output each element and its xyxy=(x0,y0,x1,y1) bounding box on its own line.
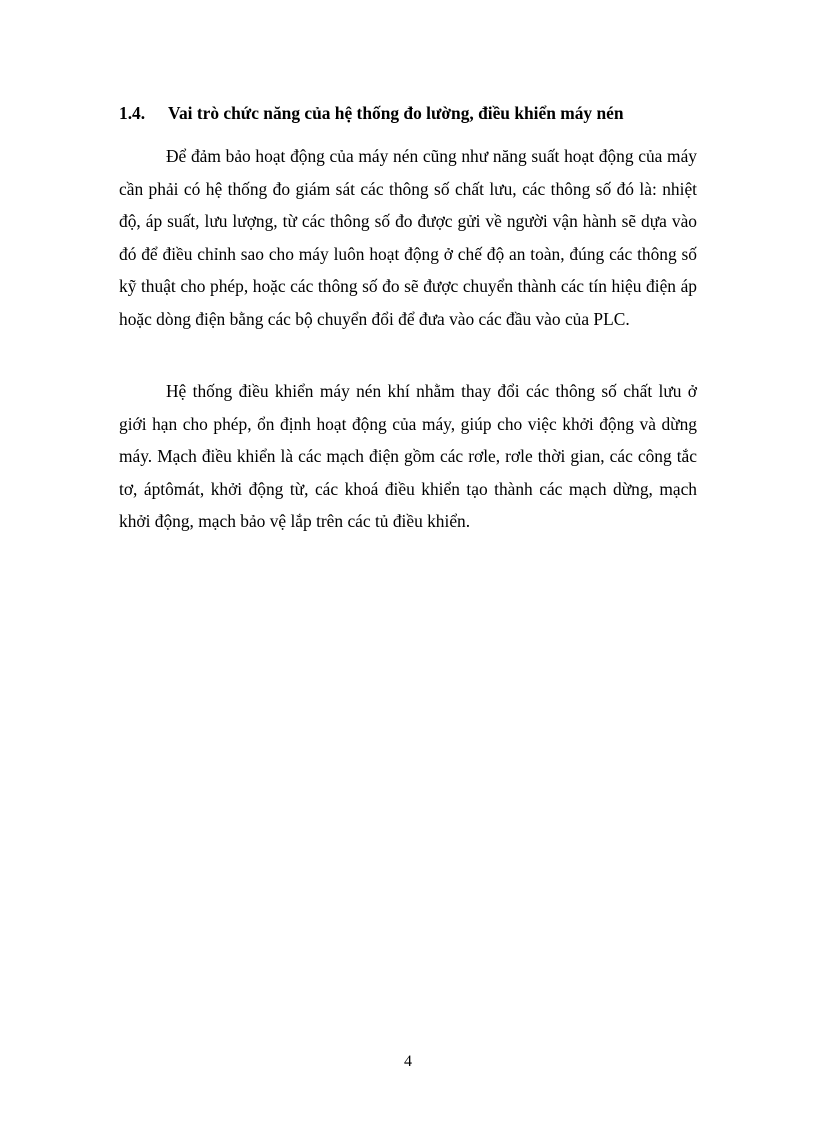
section-number: 1.4. xyxy=(119,103,146,123)
paragraph-control-system: Hệ thống điều khiển máy nén khí nhằm thay đổi các thông số chất lưu ở giới hạn cho phép, ổn định hoạt động của máy, giúp cho việc khởi động và dừng máy. Mạch điều khiển là các mạch điện gồm các rơle, rơle thời gian, các công tắc tơ, áptômát, khởi động từ, các khoá điều khiển tạo thành các mạch dừng, mạch khởi động, mạch bảo vệ lắp trên các tủ điều khiển. xyxy=(119,381,697,532)
page-number: 4 xyxy=(404,1053,412,1070)
paragraph-measurement-system: Để đảm bảo hoạt động của máy nén cũng như năng suất hoạt động của máy cần phải có hệ thống đo giám sát các thông số chất lưu, các thông số đó là: nhiệt độ, áp suất, lưu lượng, từ các thông số đo được gửi về người vận hành sẽ dựa vào đó để điều chỉnh sao cho máy luôn hoạt động ở chế độ an toàn, đúng các thông số kỹ thuật cho phép, hoặc các thông số đo sẽ được chuyển thành các tín hiệu điện áp hoặc dòng điện bằng các bộ chuyển đổi để đưa vào các đầu vào của PLC. xyxy=(119,146,697,329)
section-heading xyxy=(119,101,719,125)
section-title: Vai trò chức năng của hệ thống đo lường, điều khiển máy nén xyxy=(168,103,624,123)
